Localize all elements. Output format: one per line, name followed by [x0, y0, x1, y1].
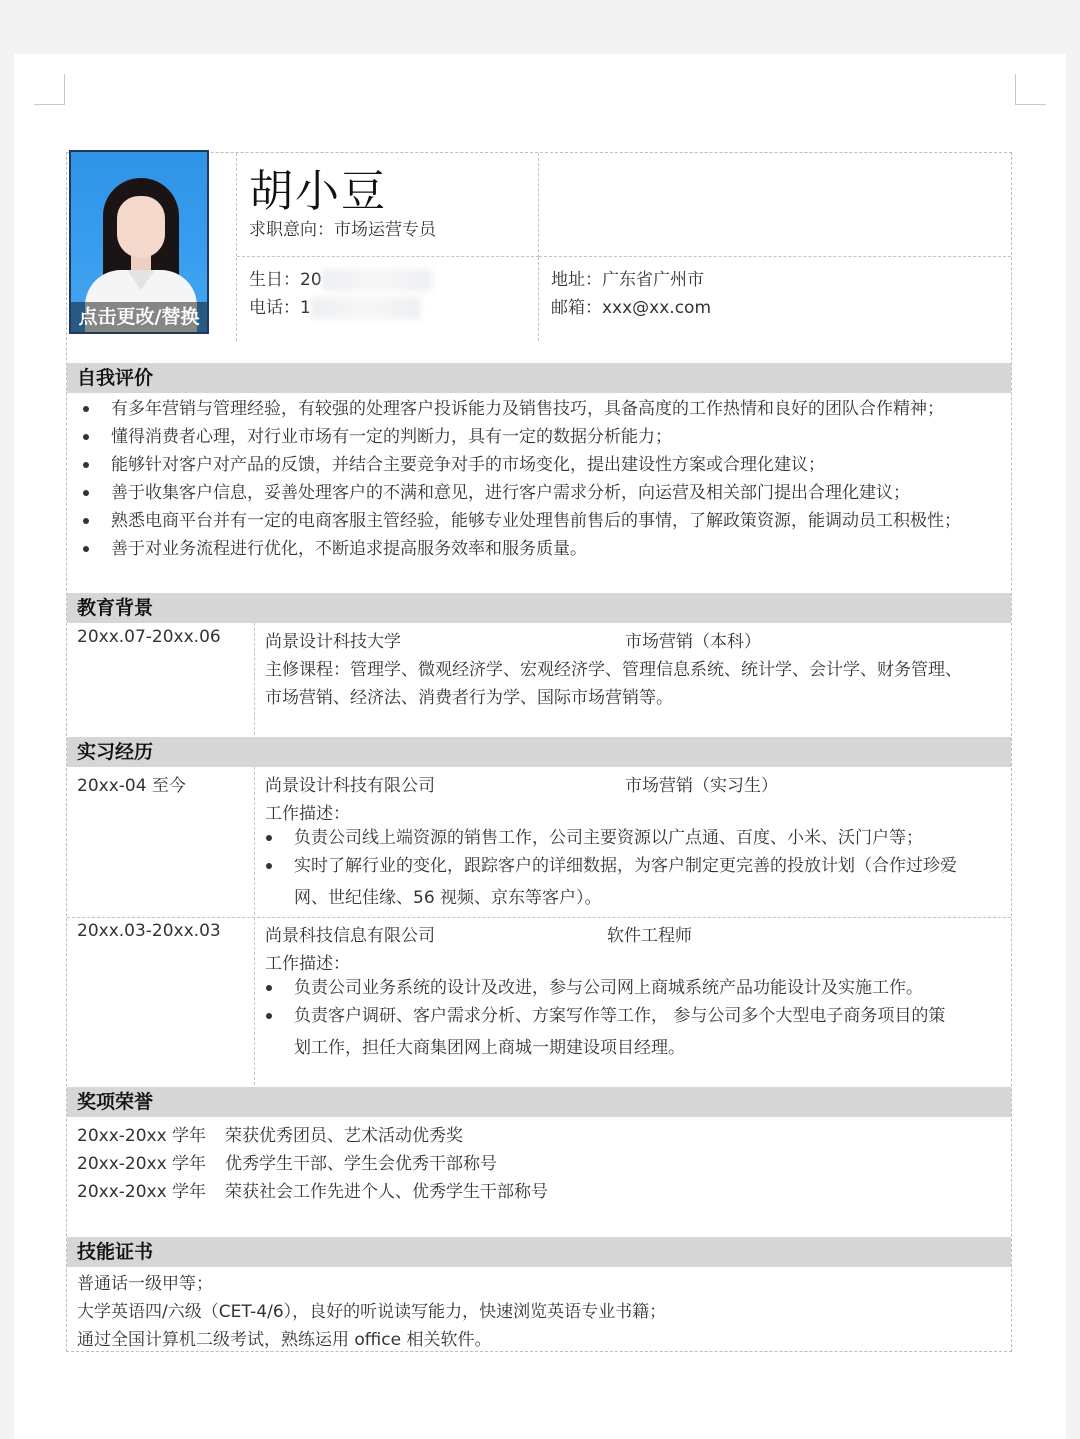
photo-replace-button[interactable]: 点击更改/替换 — [71, 302, 207, 332]
job-desc-label[interactable]: 工作描述： — [265, 954, 350, 974]
candidate-name[interactable]: 胡小豆 — [249, 166, 387, 217]
award-year[interactable]: 20xx-20xx 学年 — [77, 1182, 207, 1202]
list-item[interactable]: 善于对业务流程进行优化，不断追求提高服务效率和服务质量。 — [111, 535, 587, 563]
section-title-self-eval[interactable]: 自我评价 — [67, 363, 1011, 393]
list-item[interactable]: 负责客户调研、客户需求分析、方案写作等工作， 参与公司多个大型电子商务项目的策 — [294, 1002, 945, 1030]
job-role[interactable]: 软件工程师 — [607, 926, 692, 946]
job-period[interactable]: 20xx.03-20xx.03 — [77, 921, 221, 941]
header-empty-cell — [539, 153, 1011, 257]
list-item-cont[interactable]: 划工作，担任大商集团网上商城一期建设项目经理。 — [294, 1038, 685, 1058]
name-cell — [237, 153, 539, 257]
section-title-awards[interactable]: 奖项荣誉 — [67, 1087, 1011, 1117]
edu-period[interactable]: 20xx.07-20xx.06 — [77, 627, 221, 647]
email-field[interactable]: 邮箱：xxx@xx.com — [551, 298, 712, 318]
job-company[interactable]: 尚景设计科技有限公司 — [265, 776, 435, 796]
job-desc-label[interactable]: 工作描述： — [265, 804, 350, 824]
page-corner-mark — [1015, 74, 1046, 105]
list-item[interactable]: 能够针对客户对产品的反馈，并结合主要竞争对手的市场变化，提出建设性方案或合理化建议； — [111, 451, 825, 479]
award-year[interactable]: 20xx-20xx 学年 — [77, 1126, 207, 1146]
list-item[interactable]: 熟悉电商平台并有一定的电商客服主管经验，能够专业处理售前售后的事情，了解政策资源，能调动员工积极性； — [111, 507, 961, 535]
list-item[interactable]: 负责公司业务系统的设计及改进，参与公司网上商城系统产品功能设计及实施工作。 — [294, 974, 923, 1002]
edu-courses[interactable]: 主修课程：管理学、微观经济学、宏观经济学、管理信息系统、统计学、会计学、财务管理、 — [265, 660, 962, 680]
list-item[interactable]: 善于收集客户信息，妥善处理客户的不满和意见，进行客户需求分析，向运营及相关部门提出合理化建议； — [111, 479, 910, 507]
list-item[interactable]: 负责公司线上端资源的销售工作，公司主要资源以广点通、百度、小米、沃门户等； — [294, 824, 923, 852]
award-text[interactable]: 荣获优秀团员、艺术活动优秀奖 — [225, 1126, 463, 1146]
job-period[interactable]: 20xx-04 至今 — [77, 776, 186, 796]
birth-field[interactable]: 生日：20 — [249, 265, 432, 291]
page-corner-mark — [34, 74, 65, 105]
award-text[interactable]: 荣获社会工作先进个人、优秀学生干部称号 — [225, 1182, 548, 1202]
resume — [66, 152, 1012, 1352]
edu-courses-cont[interactable]: 市场营销、经济法、消费者行为学、国际市场营销等。 — [265, 688, 673, 708]
phone-field[interactable]: 电话：1 — [249, 293, 421, 319]
contact-left — [237, 257, 539, 341]
edu-major[interactable]: 市场营销（本科） — [625, 632, 761, 652]
profile-photo[interactable] — [69, 150, 209, 334]
award-text[interactable]: 优秀学生干部、学生会优秀干部称号 — [225, 1154, 497, 1174]
contact-right — [539, 257, 1011, 341]
job-role[interactable]: 市场营销（实习生） — [625, 776, 778, 796]
list-item[interactable]: 有多年营销与管理经验，有较强的处理客户投诉能力及销售技巧，具备高度的工作热情和良好的团队合作精神； — [111, 395, 944, 423]
list-item[interactable]: 实时了解行业的变化，跟踪客户的详细数据，为客户制定更完善的投放计划（合作过珍爱 — [294, 852, 957, 880]
resume-header — [67, 153, 1011, 341]
skill-item[interactable]: 大学英语四/六级（CET-4/6），良好的听说读写能力，快速浏览英语专业书籍； — [77, 1302, 667, 1322]
photo-cell — [67, 153, 237, 341]
list-item[interactable]: 懂得消费者心理，对行业市场有一定的判断力，具有一定的数据分析能力； — [111, 423, 672, 451]
award-year[interactable]: 20xx-20xx 学年 — [77, 1154, 207, 1174]
job-intent[interactable]: 求职意向：市场运营专员 — [249, 220, 436, 240]
skill-item[interactable]: 普通话一级甲等； — [77, 1274, 213, 1294]
section-title-internship[interactable]: 实习经历 — [67, 737, 1011, 767]
section-title-education[interactable]: 教育背景 — [67, 593, 1011, 623]
section-title-skills[interactable]: 技能证书 — [67, 1237, 1011, 1267]
address-field[interactable]: 地址：广东省广州市 — [551, 270, 704, 290]
document-page — [14, 54, 1066, 1439]
skill-item[interactable]: 通过全国计算机二级考试，熟练运用 office 相关软件。 — [77, 1330, 492, 1350]
list-item-cont[interactable]: 网、世纪佳缘、56 视频、京东等客户）。 — [294, 888, 602, 908]
edu-school[interactable]: 尚景设计科技大学 — [265, 632, 401, 652]
job-company[interactable]: 尚景科技信息有限公司 — [265, 926, 435, 946]
